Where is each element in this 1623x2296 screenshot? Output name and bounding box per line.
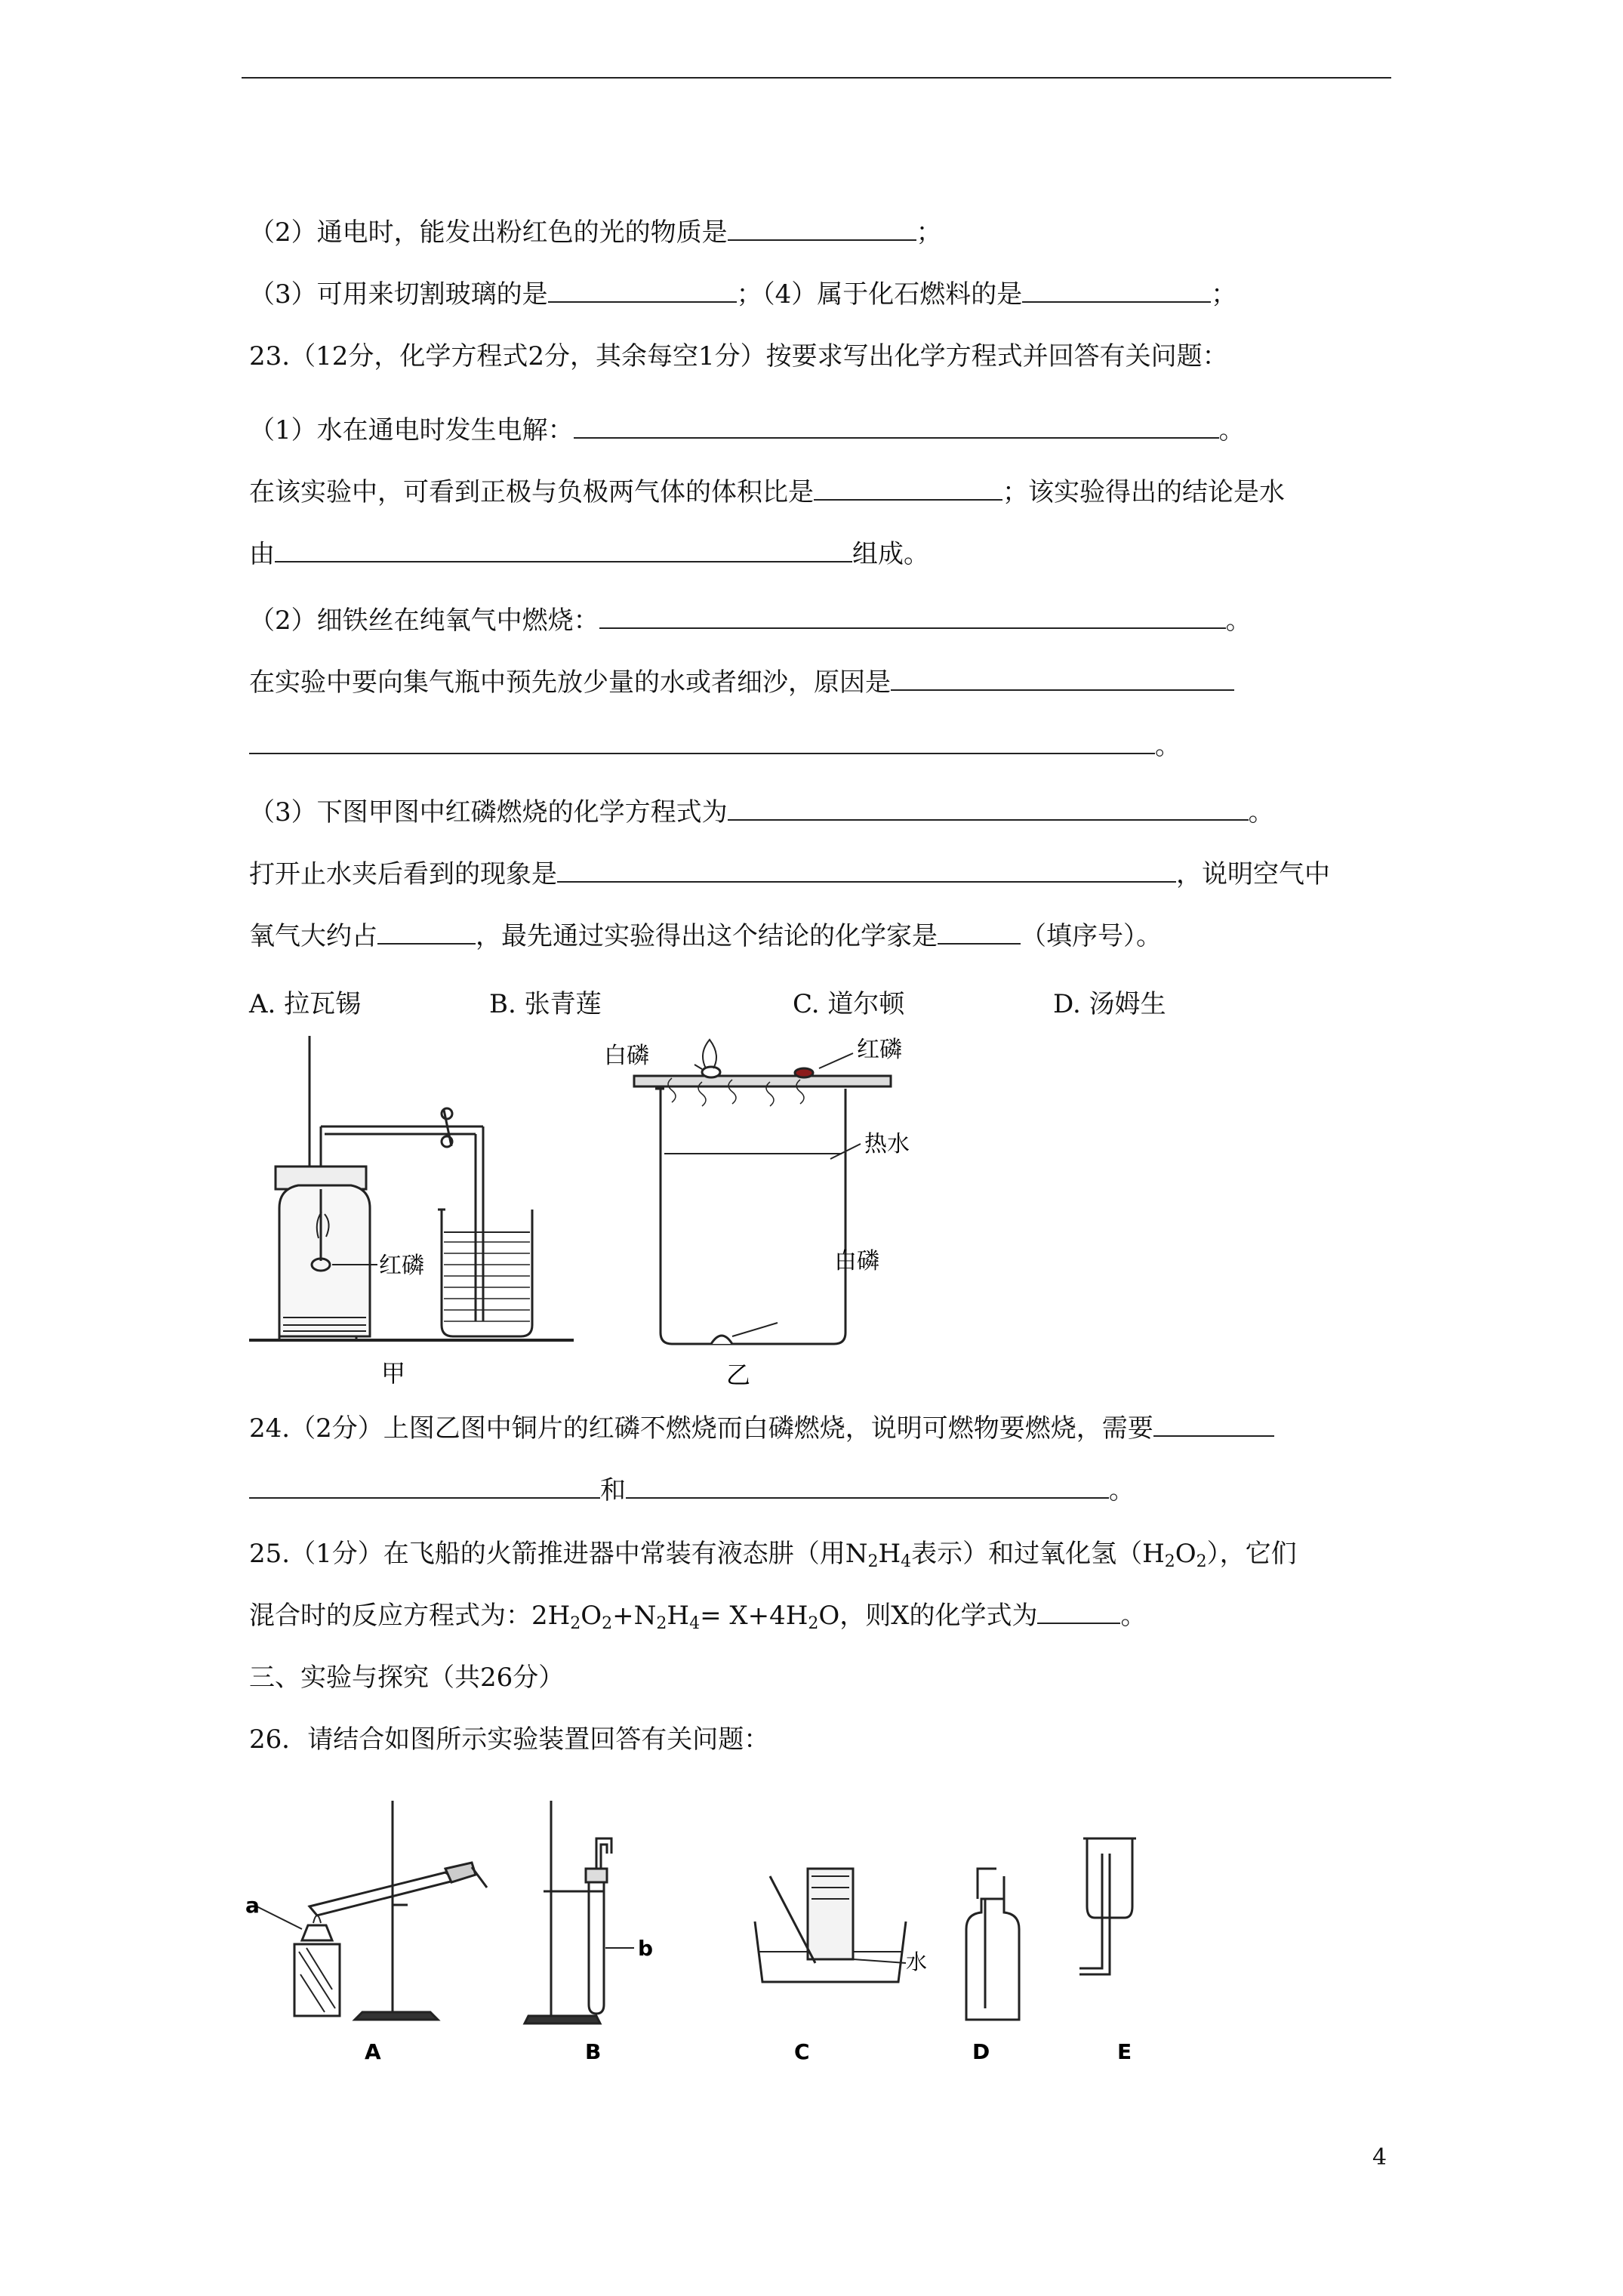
q23-part2b: 在实验中要向集气瓶中预先放少量的水或者细沙，原因是 [249, 666, 1234, 699]
answer-blank[interactable] [599, 605, 1226, 629]
label-a-lowercase: a [245, 1893, 260, 1918]
apparatus-e [1079, 1838, 1136, 1974]
answer-blank[interactable] [557, 858, 1176, 883]
yi-caption: 乙 [726, 1361, 751, 1389]
option-b: B. 张青莲 [489, 989, 602, 1019]
apparatus-a [257, 1801, 487, 2020]
q23-part3c: 氧气大约占 ，最先通过实验得出这个结论的化学家是 （填序号）。 [249, 921, 1162, 951]
q25-line2: 混合时的反应方程式为：$2H_2O_2+N_2H_4= X+4H_2O$，则X的化学式为 。 [249, 1601, 1147, 1633]
yi-apparatus [634, 1040, 891, 1344]
yi-label-white-phosphorus-bottom: 白磷 [834, 1248, 879, 1274]
apparatus-label-e: E [1117, 2039, 1132, 2064]
apparatus-b [525, 1801, 634, 2023]
q22-part3-4: （3）可用来切割玻璃的是 ；（4）属于化石燃料的是 ； [249, 279, 1237, 310]
jia-label-red-phosphorus: 红磷 [379, 1253, 424, 1279]
option-c: C. 道尔顿 [793, 989, 905, 1019]
answer-blank[interactable] [891, 667, 1234, 691]
combustion-apparatus-figure [249, 1034, 929, 1389]
apparatus-label-d: D [972, 2039, 990, 2064]
q23-header: 23.（12分，化学方程式2分，其余每空1分）按要求写出化学方程式并回答有关问题： [249, 341, 1228, 371]
option-d: D. 汤姆生 [1053, 989, 1166, 1019]
header-rule [242, 77, 1391, 79]
q25-line1: 25.（1分）在飞船的火箭推进器中常装有液态肼（用$N_2H_4$表示）和过氧化氢$(H_2O_2)$，它们 [249, 1539, 1297, 1571]
answer-blank[interactable] [728, 217, 916, 241]
q22-part2: （2）通电时，能发出粉红色的光的物质是 ； [249, 217, 942, 248]
q26-header: 26．请结合如图所示实验装置回答有关问题： [249, 1724, 770, 1755]
yi-label-red-phosphorus: 红磷 [857, 1037, 902, 1063]
q23-part2c: 。 [249, 729, 1181, 763]
label-water: 水 [906, 1949, 928, 1974]
q23-part3b: 打开止水夹后看到的现象是 ，说明空气中 [249, 859, 1330, 889]
q23-part1b: 在该实验中，可看到正极与负极两气体的体积比是 ；该实验得出的结论是水 [249, 477, 1285, 507]
answer-blank[interactable] [1153, 1413, 1274, 1437]
answer-blank[interactable] [249, 1475, 600, 1499]
apparatus-c [755, 1869, 906, 1982]
yi-label-hot-water: 热水 [864, 1131, 910, 1157]
apparatus-label-a: A [365, 2039, 381, 2064]
answer-blank[interactable] [377, 920, 476, 945]
answer-blank[interactable] [814, 476, 1002, 501]
answer-blank[interactable] [938, 920, 1021, 945]
q24-line2: 和 。 [249, 1474, 1135, 1507]
apparatus-d [966, 1869, 1019, 2020]
apparatus-label-b: B [585, 2039, 602, 2064]
q23-part3: （3）下图甲图中红磷燃烧的化学方程式为 。 [249, 797, 1274, 827]
answer-blank[interactable] [275, 538, 852, 562]
answer-blank[interactable] [1022, 279, 1211, 303]
apparatus-label-c: C [794, 2039, 810, 2064]
yi-label-white-phosphorus-top: 白磷 [604, 1043, 649, 1069]
answer-blank[interactable] [574, 415, 1219, 439]
answer-blank[interactable] [249, 730, 1155, 754]
label-b-lowercase: b [638, 1936, 654, 1961]
q23-part2: （2）细铁丝在纯氧气中燃烧： 。 [249, 606, 1252, 636]
lab-apparatus-figure [242, 1793, 1178, 2088]
q24-line1: 24.（2分）上图乙图中铜片的红磷不燃烧而白磷燃烧，说明可燃物要燃烧，需要 [249, 1412, 1274, 1445]
answer-blank[interactable] [1037, 1600, 1120, 1624]
answer-blank[interactable] [728, 797, 1249, 821]
q23-part1: （1）水在通电时发生电解： 。 [249, 415, 1245, 445]
page-number: 4 [1372, 2144, 1387, 2171]
q23-part1c: 由 组成。 [249, 539, 929, 569]
answer-blank[interactable] [548, 279, 737, 303]
option-a: A. 拉瓦锡 [249, 989, 362, 1019]
section3-title: 三、实验与探究（共26分） [249, 1663, 565, 1693]
jia-caption: 甲 [381, 1359, 406, 1388]
jia-apparatus [249, 1036, 574, 1340]
answer-blank[interactable] [626, 1475, 1109, 1499]
